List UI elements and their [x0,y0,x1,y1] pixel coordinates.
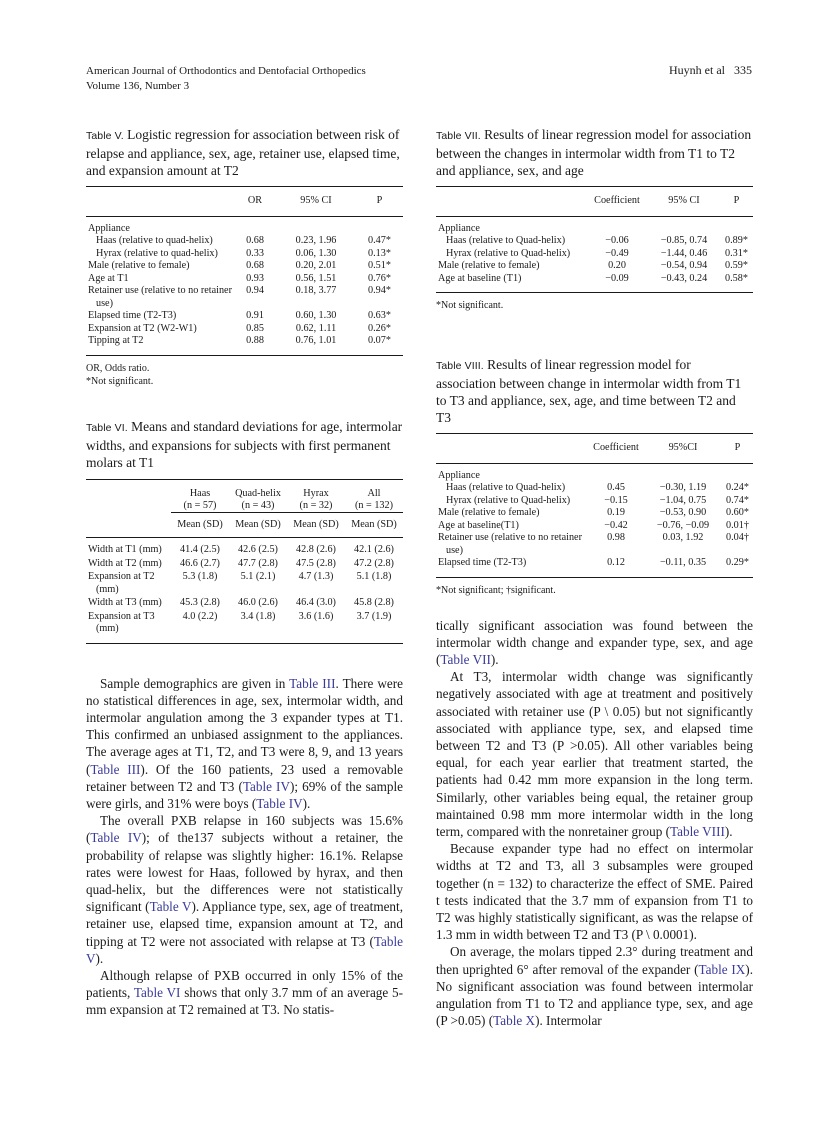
table-cell: −0.54, 0.94 [660,260,708,271]
table-reference-link[interactable]: Table IV [256,795,303,811]
text-run: shows that only 3.7 mm of an average 5-mm expansion at T2 remained at T3. No statis- [86,985,404,1018]
table-cell: 0.68 [246,260,264,271]
table-viii-caption: Table VIII. Results of linear regression model for association between change in intermolar width from T1 to T3 and appliance, sex, age, and time between T2 and T3 [436,357,742,425]
text-run: At T3, intermolar width change was significantly negatively associated with age at treatment and positively associated with retainer use (P \ 0.05) but not significantly associated with appliance type, sex, and elapsed time between T2 and T3 (P >0.05). All other variables being equal, for each year earlier that treatment started, the patients had 0.42 mm more expansion in the long term. Similarly, other variables being equal, the retainer group maintained 0.98 mm more intermolar width in the long term, compared with the nonretainer group ( [436,669,753,839]
mean-sd-header: Mean (SD) [345,512,403,538]
row-label: Hyrax (relative to Quad-helix) [446,247,571,259]
table-cell: −0.49 [605,247,629,259]
table-cell: 0.62, 1.11 [295,322,337,334]
table-cell: 0.23, 1.96 [295,235,337,246]
table-row [436,557,753,577]
table-cell [720,216,753,235]
table-cell: 4.0 (2.2) [182,610,218,622]
table-row [86,235,403,248]
col-header: OR [234,187,276,217]
row-label: Age at baseline(T1) [438,519,519,531]
col-header: 95%CI [644,434,722,464]
col-header: 95% CI [648,187,720,217]
table-cell: 4.7 (1.3) [298,571,334,582]
group-header-quad-helix: Quad-helix (n = 43) [235,487,281,511]
table-cell: −0.42 [604,519,628,531]
table-cell: −1.44, 0.46 [660,247,708,259]
table-reference-link[interactable]: Table VI [133,985,181,1001]
table-cell: 0.94 [246,285,264,296]
author-name: Huynh et al [669,63,725,77]
table-v-note-2: *Not significant. [86,375,154,387]
table-row [436,235,753,248]
table-reference-link[interactable]: Table III [90,761,141,777]
table-cell: 42.1 (2.6) [354,544,394,555]
running-header [86,64,366,94]
text-run: ). [490,651,499,667]
table-cell: 0.47* [368,235,391,246]
table-cell: 45.3 (2.8) [180,597,220,608]
table-cell: 0.93 [246,272,264,284]
table-cell: 45.8 (2.8) [354,597,394,608]
table-cell [644,463,722,482]
col-header: P [722,434,753,464]
table-cell: 42.6 (2.5) [238,544,278,555]
table-cell: 5.1 (1.8) [356,571,392,582]
table-row [436,482,753,495]
table-row [86,216,403,235]
table-cell: 0.56, 1.51 [295,272,337,284]
right-column [436,126,753,1029]
table-cell: 0.33 [246,247,264,259]
row-label: Elapsed time (T2-T3) [438,557,527,568]
text-run: ); 69% of the sample were girls, and 31% were boys ( [86,778,404,811]
table-cell: 0.89* [725,235,748,246]
text-run: ); of the137 subjects without a retainer, the probability of relapse was slightly higher: 16.1%. Relapse rates were lowest for Haas, followed by hyrax, and then quad-helix, but the differences were not statistically significant ( [86,830,403,915]
table-cell: 0.29* [726,557,749,568]
row-label: Retainer use (relative to no retainer use) [438,532,582,556]
table-cell: 46.4 (3.0) [296,597,336,608]
row-label: Age at baseline (T1) [438,272,522,284]
table-viii-note: *Not significant; †significant. [436,584,556,596]
table-cell: 46.6 (2.7) [180,557,220,569]
table-cell: 0.91 [246,310,264,321]
table-row [436,463,753,482]
table-v [86,126,403,388]
text-run: ). [302,795,311,811]
table-cell [276,216,356,235]
mean-sd-header: Mean (SD) [171,512,229,538]
table-cell: 3.7 (1.9) [356,610,392,622]
table-reference-link[interactable]: Table IV [90,830,142,846]
text-run: . There were no statistical differences in age, sex, intermolar width, and intermolar angulation among the 3 expander types at T1. This confirmed an unbiased assignment to the appliances. The average ages at T1, T2, and T3 were 8, 9, and 13 years ( [86,675,403,777]
table-row [86,335,403,355]
row-label: Haas (relative to quad-helix) [96,235,213,246]
row-label: Appliance [438,469,480,481]
col-header: 95% CI [276,187,356,217]
row-label: Width at T2 (mm) [88,557,162,569]
text-run: The overall PXB relapse in 160 subjects was 15.6% ( [86,813,403,846]
row-label: Width at T1 (mm) [88,544,162,555]
paragraph [436,668,753,840]
table-cell [586,216,648,235]
table-cell [722,463,753,482]
table-cell: 0.01† [726,519,749,531]
left-column [86,126,403,1019]
table-reference-link[interactable]: Table V [86,933,403,966]
table-cell: 5.3 (1.8) [182,571,218,582]
group-header-all: All (n = 132) [355,487,393,511]
row-label: Age at T1 [88,272,129,284]
text-run: ). [724,823,733,839]
text-run: On average, the molars tipped 2.3° during treatment and then uprighted 6° after removal of the expander ( [436,944,753,977]
table-reference-link[interactable]: Table X [493,1013,536,1029]
text-run: tically significant association was found between the intermolar width change and expander type, sex, and age ( [436,617,753,667]
table-cell: 0.88 [246,335,264,346]
row-label: Tipping at T2 [88,335,144,346]
row-label: Male (relative to female) [438,507,540,518]
table-cell: 0.68 [246,235,264,246]
table-cell: 0.20 [608,260,626,271]
table-vi [86,418,403,644]
table-row [86,610,403,644]
table-v-caption: Table V. Logistic regression for association between risk of relapse and appliance, sex, age, retainer use, elapsed time, and expansion amount at T2 [86,127,400,178]
table-cell: 0.20, 2.01 [295,260,337,271]
group-header-hyrax: Hyrax (n = 32) [299,487,333,511]
table-v-grid [86,186,403,356]
table-cell: 42.8 (2.6) [296,544,336,555]
text-run: Although relapse of PXB occurred in only 15% of the patients, [86,967,403,1001]
row-label: Appliance [88,222,130,234]
table-cell: 5.1 (2.1) [240,571,276,582]
table-cell: 0.74* [726,494,749,506]
table-reference-link[interactable]: Table IX [698,961,746,977]
table-viii [436,356,753,597]
table-row [86,323,403,336]
text-run: ). Of the 160 patients, 23 used a removable retainer between T2 and T3 ( [86,761,403,794]
page-number: 335 [734,63,752,77]
table-row [86,570,403,596]
table-row [436,260,753,273]
table-v-note-1: OR, Odds ratio. [86,362,150,374]
table-viii-grid [436,433,753,578]
col-header: P [720,187,753,217]
table-cell: 0.24* [726,482,749,493]
table-row [86,260,403,273]
table-cell: 0.26* [368,322,391,334]
table-cell: 0.63* [368,310,391,321]
table-cell: 0.19 [607,507,625,518]
table-cell: −0.11, 0.35 [659,557,707,568]
table-cell: 3.4 (1.8) [240,610,276,622]
table-cell: −0.43, 0.24 [660,272,708,284]
paragraph [86,967,403,1019]
text-run: ). [95,950,104,966]
table-cell [648,216,720,235]
table-cell: 0.94* [368,285,391,296]
table-row [436,507,753,520]
text-run: Sample demographics are given in [100,675,290,691]
row-label: Expansion at T2 (W2-W1) [88,322,197,334]
paragraph [86,675,403,813]
table-cell: 0.60* [726,507,749,518]
table-reference-link[interactable]: Table V [149,899,192,915]
table-cell: −0.85, 0.74 [660,235,708,246]
table-vii-grid [436,186,753,293]
row-label: Hyrax (relative to Quad-helix) [446,494,571,506]
table-row [86,596,403,610]
table-row [86,285,403,310]
table-cell: 0.76, 1.01 [295,335,337,346]
journal-name: American Journal of Orthodontics and Dentofacial Orthopedics [86,65,366,77]
table-cell: 3.6 (1.6) [298,610,334,622]
table-cell [356,216,403,235]
table-cell: 47.2 (2.8) [354,557,394,569]
table-cell: 0.07* [368,335,391,346]
table-cell: −0.30, 1.19 [659,482,707,493]
text-run: ). Intermolar [535,1013,602,1029]
table-cell: 0.58* [725,272,748,284]
table-row [86,538,403,557]
table-cell: 41.4 (2.5) [180,544,220,555]
table-row [86,248,403,261]
table-cell: 0.59* [725,260,748,271]
left-body-text [86,675,403,1019]
table-row [436,495,753,508]
table-cell: 47.7 (2.8) [238,557,278,569]
table-vi-caption: Table VI. Means and standard deviations for age, intermolar widths, and expansions for subjects with first permanent molars at T1 [86,418,403,470]
table-cell: −0.06 [605,235,629,246]
table-row [436,273,753,293]
paragraph [436,943,753,1029]
table-cell: −0.76, −0.09 [656,519,710,531]
mean-sd-header: Mean (SD) [287,512,345,538]
paragraph [436,840,753,943]
table-vi-grid [86,479,403,644]
table-cell: −0.53, 0.90 [659,507,707,518]
table-vii-caption: Table VII. Results of linear regression model for association between the changes in intermolar width from T1 to T2 and appliance, sex, and age [436,127,752,178]
table-row [86,557,403,571]
table-cell: 0.04† [726,532,749,543]
table-cell: 0.60, 1.30 [295,310,337,321]
row-label: Expansion at T2 (mm) [88,571,155,595]
table-reference-link[interactable]: Table III [289,675,336,691]
table-cell: 47.5 (2.8) [296,557,336,569]
table-reference-link[interactable]: Table VII [440,651,491,667]
journal-volume: Volume 136, Number 3 [86,80,190,92]
table-cell: 0.76* [368,272,391,284]
table-row [436,520,753,533]
table-row [86,273,403,286]
table-cell: 0.85 [246,322,264,334]
paragraph [436,617,753,669]
col-header: Coefficient [588,434,644,464]
row-label: Elapsed time (T2-T3) [88,310,177,321]
table-cell: 0.13* [368,247,391,259]
row-label: Haas (relative to Quad-helix) [446,235,566,246]
mean-sd-header: Mean (SD) [229,512,287,538]
row-label: Hyrax (relative to quad-helix) [96,247,218,259]
table-row [436,248,753,261]
table-cell: 0.98 [607,532,625,543]
text-run: ). No significant association was found between intermolar angulation from T1 to T2 and appliance type, sex, and age (P >0.05) ( [436,961,753,1029]
table-row [436,216,753,235]
table-row [86,310,403,323]
table-cell [234,216,276,235]
col-header: Coefficient [586,187,648,217]
row-label: Male (relative to female) [438,260,540,271]
row-label: Appliance [438,222,480,234]
right-body-text [436,617,753,1030]
row-label: Expansion at T3 (mm) [88,610,155,634]
paragraph [86,812,403,967]
table-cell: 46.0 (2.6) [238,597,278,608]
table-row [436,532,753,557]
text-run: ). Appliance type, sex, age of treatment, retainer use, elapsed time, expansion amount at T2, and tipping at T2 were not associated with relapse at T3 ( [86,899,403,949]
table-cell: −0.15 [604,494,628,506]
table-cell: 0.12 [607,557,625,568]
text-run: Because expander type had no effect on intermolar widths at T2 and T3, all 3 subsamples were grouped together (n = 132) to characterize the effect of SME. Paired t tests indicated that the 3.7 mm of expansion from T1 to T2 was highly statistically significant, as was the relapse of 1.3 mm in width between T2 and T3 (P \ 0.0001). [436,841,753,943]
row-label: Haas (relative to Quad-helix) [446,482,566,493]
col-header: P [356,187,403,217]
table-reference-link[interactable]: Table VIII [670,823,725,839]
table-cell: 0.31* [725,247,748,259]
table-vii [436,126,753,312]
table-cell [588,463,644,482]
table-cell: −1.04, 0.75 [659,494,707,506]
table-cell: 0.06, 1.30 [295,247,337,259]
table-cell: 0.45 [607,482,625,493]
table-cell: 0.18, 3.77 [295,285,337,296]
group-header-haas: Haas (n = 57) [183,487,217,511]
table-cell: −0.09 [605,272,629,284]
table-reference-link[interactable]: Table IV [242,778,290,794]
page-header-right [669,63,752,78]
row-label: Width at T3 (mm) [88,597,162,608]
row-label: Male (relative to female) [88,260,190,271]
table-cell: 0.03, 1.92 [662,532,704,543]
table-cell: 0.51* [368,260,391,271]
table-vii-note: *Not significant. [436,300,504,311]
row-label: Retainer use (relative to no retainer use) [88,285,232,309]
